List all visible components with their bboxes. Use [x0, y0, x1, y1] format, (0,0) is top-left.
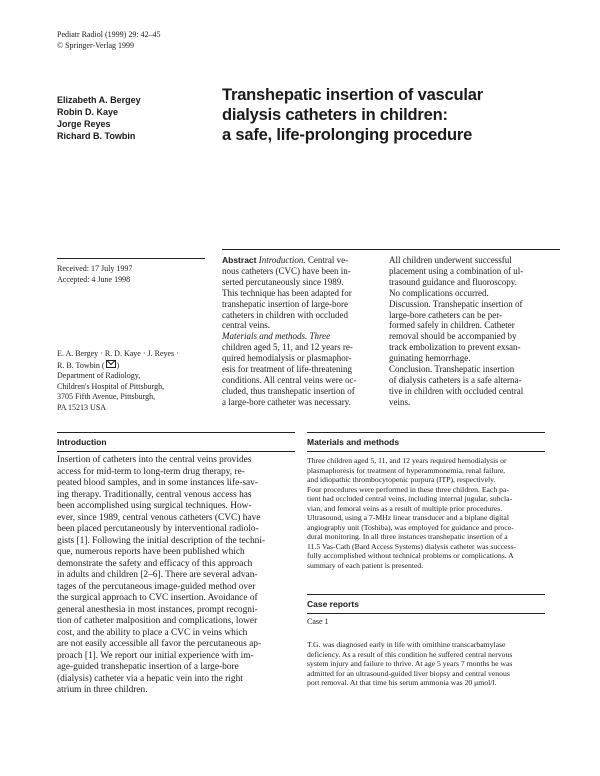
body-line: Ultrasound, using a 7-MHz linear transducer and a biplane digital — [307, 513, 509, 522]
body-line: in adults and children [2–6]. There are several advan- — [57, 570, 258, 580]
author-name: Jorge Reyes — [57, 119, 111, 129]
body-line: general anesthesia in most instances, prompt recogni- — [57, 604, 258, 615]
abstract-line: track embolization to prevent exsan- — [389, 342, 521, 353]
divider — [307, 613, 545, 614]
body-line: angiography unit (Toshiba), was employed for guidance and proce- — [307, 522, 514, 532]
abstract-line: No complications occurred. — [389, 287, 489, 298]
author-name: Richard B. Towbin — [57, 131, 136, 141]
body-line: tion of catheter malposition and complications, lower — [57, 616, 258, 626]
abstract-label: Abstract — [222, 255, 257, 265]
body-line: gists [1]. Following the initial description of the techni- — [57, 535, 266, 546]
affiliation-authors-close: ) — [116, 360, 120, 370]
introduction-body — [57, 455, 265, 697]
abstract-line: transhepatic insertion of large-bore — [222, 298, 349, 309]
abstract-line: trasound guidance and fluoroscopy. — [389, 276, 517, 287]
affiliation-authors-text: R. B. Towbin ( — [57, 360, 105, 370]
affiliation-street: 3705 Fifth Avenue, Pittsburgh, — [57, 392, 156, 401]
abstract-line — [222, 255, 356, 266]
abstract-line: quired hemodialysis or plasmaphor- — [222, 353, 352, 364]
abstract-intro: Introduction. Central ve- — [256, 255, 349, 265]
abstract-column-1 — [222, 255, 356, 408]
body-line: 11.5 Vas-Cath (Bard Access Systems) dialysis catheter was success- — [307, 541, 517, 551]
author-name: Elizabeth A. Bergey — [57, 95, 141, 105]
abstract-line: large-bore catheters can be per- — [389, 309, 503, 320]
body-line: summary of each patient is presented. — [307, 560, 424, 570]
body-line: proach [1]. We report our initial experience with im- — [57, 650, 254, 661]
body-line: deficiency. As a result of this condition he suffered central nervous — [307, 649, 513, 659]
body-line: que, numerous reports have been published which — [57, 547, 245, 557]
affiliation-block — [57, 349, 179, 413]
divider — [307, 451, 545, 452]
author-list — [57, 94, 141, 142]
abstract-line: Discussion. Transhepatic insertion of — [389, 298, 523, 309]
body-line: are not easily accessible all favor the percutaneous ap- — [57, 639, 262, 649]
materials-methods-body — [307, 456, 516, 570]
envelope-icon — [106, 360, 116, 368]
body-line: and idiopathic thrombocytopenic purpura (ITP), respectively. — [307, 475, 496, 484]
body-line: been placed percutaneously by interventional radiolo- — [57, 524, 259, 534]
abstract-line: esis for treatment of life-threatening — [222, 364, 352, 375]
abstract-line: children aged 5, 11, and 12 years re- — [222, 342, 353, 353]
affiliation-authors-2 — [57, 360, 179, 372]
body-line: port removal. At that time his serum ammonia was 20 μmol/l. — [307, 678, 497, 687]
body-line: atrium in three children. — [57, 685, 148, 695]
body-line: (dialysis) catheter via a hepatic vein into the right — [57, 673, 243, 684]
abstract-line: serted percutaneously since 1989. — [222, 276, 344, 287]
received-date: Received: 17 July 1997 — [57, 264, 133, 273]
body-line: tages of the percutaneous image-guided method over — [57, 581, 256, 592]
case-label: Case 1 — [307, 617, 329, 626]
abstract-line: This technique has been adapted for — [222, 287, 352, 298]
body-line: access for mid-term to long-term drug therapy, re- — [57, 466, 245, 477]
affiliation-dept: Department of Radiology, — [57, 371, 141, 380]
journal-header — [57, 29, 161, 51]
body-line: T.G. was diagnosed early in life with ornithine transcarbamylase — [307, 640, 506, 649]
abstract-line: veins. — [389, 396, 411, 407]
title-line: dialysis catheters in children: — [222, 106, 448, 124]
abstract-line: placement using a combination of ul- — [389, 265, 524, 276]
abstract-line: Conclusion. Transhepatic insertion — [389, 364, 515, 375]
divider — [57, 451, 295, 452]
article-title — [222, 85, 562, 145]
body-line: vian, and femoral veins as a result of multiple prior procedures. — [307, 503, 503, 513]
abstract-line: tive in children with occluded central — [389, 385, 524, 396]
introduction-heading: Introduction — [57, 437, 107, 447]
case-reports-body — [307, 640, 512, 688]
abstract-line: guinating hemorrhage. — [389, 353, 471, 364]
body-line: plasmaphoresis for treatment of hyperammonemia, renal failure, — [307, 465, 506, 475]
abstract-column-2 — [389, 255, 523, 408]
abstract-line: Materials and methods. Three — [222, 331, 331, 342]
divider — [57, 432, 295, 433]
accepted-date: Accepted: 4 June 1998 — [57, 274, 131, 284]
abstract-line: removal should be accompanied by — [389, 331, 517, 342]
abstract-line: a large-bore catheter was necessary. — [222, 396, 351, 407]
title-line: Transhepatic insertion of vascular — [222, 86, 483, 104]
body-line: age-guided transhepatic insertion of a large-bore — [57, 662, 239, 672]
body-line: Three children aged 5, 11, and 12 years required hemodialysis or — [307, 456, 507, 465]
body-line: admitted for an ultrasound-guided liver biopsy and central venous — [307, 668, 510, 678]
body-line: ever, since 1989, central venous catheters (CVC) have — [57, 512, 261, 523]
abstract-line: central veins. — [222, 320, 270, 331]
body-line: dural monitoring. In all three instances transhepatic insertion of a — [307, 532, 508, 541]
divider — [57, 258, 205, 259]
body-line: system injury and failure to thrive. At age 5 years 7 months he was — [307, 659, 513, 668]
article-dates — [57, 264, 132, 285]
body-line: ing therapy. Traditionally, central venous access has — [57, 489, 252, 500]
case-reports-heading: Case reports — [307, 599, 359, 609]
abstract-line: cluded, thus transhepatic insertion of — [222, 385, 355, 396]
journal-copyright: © Springer-Verlag 1999 — [57, 41, 135, 50]
affiliation-city: PA 15213 USA — [57, 402, 107, 412]
body-line: peated blood samples, and in some instances life-sav- — [57, 478, 258, 488]
body-line: Insertion of catheters into the central veins provides — [57, 455, 252, 465]
abstract-line: nous catheters (CVC) have been in- — [222, 265, 351, 276]
affiliation-authors: E. A. Bergey · R. D. Kaye · J. Reyes · — [57, 349, 179, 358]
body-line: the surgical approach to CVC insertion. Avoidance of — [57, 593, 258, 603]
title-line: a safe, life-prolonging procedure — [222, 126, 473, 144]
abstract-line: catheters in children with occluded — [222, 309, 348, 320]
body-line: demonstrate the safety and efficacy of this approach — [57, 558, 253, 569]
body-line: been accomplished using surgical techniques. How- — [57, 501, 252, 511]
author-name: Robin D. Kaye — [57, 107, 119, 117]
materials-methods-heading: Materials and methods — [307, 437, 400, 447]
divider — [307, 432, 545, 433]
divider — [222, 249, 560, 250]
divider — [307, 594, 545, 595]
body-line: Four procedures were performed in these three children. Each pa- — [307, 484, 509, 494]
body-line: tient had occluded central veins, including internal jugular, subcla- — [307, 494, 513, 503]
abstract-line: formed safely in children. Catheter — [389, 320, 515, 331]
journal-citation: Pediatr Radiol (1999) 29: 42–45 — [57, 30, 161, 39]
abstract-line: All children underwent successful — [389, 255, 512, 265]
abstract-line: conditions. All central veins were oc- — [222, 374, 357, 385]
body-line: fully accomplished without technical problems or complications. A — [307, 551, 514, 560]
body-line: cost, and the ability to place a CVC in veins which — [57, 627, 248, 638]
affiliation-hospital: Children's Hospital of Pittsburgh, — [57, 381, 165, 391]
abstract-line: of dialysis catheters is a safe alterna- — [389, 374, 522, 385]
